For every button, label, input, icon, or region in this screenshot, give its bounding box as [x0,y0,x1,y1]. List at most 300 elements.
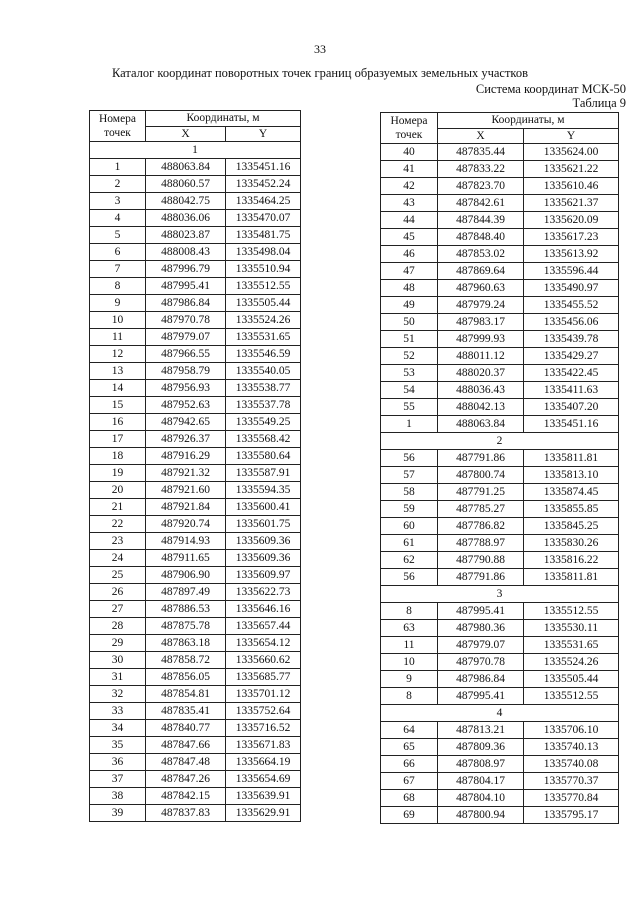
table-row [90,448,301,465]
y-coordinate-cell: 1335538.77 [226,380,301,397]
point-number-cell: 2 [90,176,146,193]
table-row [90,295,301,312]
x-coordinate-cell: 487823.70 [438,178,524,195]
x-coordinate-cell: 487804.10 [438,790,524,807]
table-row [381,161,619,178]
table-row [381,382,619,399]
table-row [381,229,619,246]
table-row [90,346,301,363]
x-coordinate-cell: 487842.15 [146,788,226,805]
y-coordinate-cell: 1335587.91 [226,465,301,482]
point-number-cell: 54 [381,382,438,399]
y-coordinate-cell: 1335594.35 [226,482,301,499]
y-coordinate-cell: 1335411.63 [524,382,619,399]
table-row [90,329,301,346]
header-x: X [146,126,226,142]
y-coordinate-cell: 1335609.97 [226,567,301,584]
table-row [381,688,619,705]
x-coordinate-cell: 487786.82 [438,518,524,535]
point-number-cell: 63 [381,620,438,637]
table-row [90,499,301,516]
table-group-row [381,586,619,603]
point-number-cell: 1 [90,159,146,176]
table-row [90,465,301,482]
y-coordinate-cell: 1335407.20 [524,399,619,416]
point-number-cell: 6 [90,244,146,261]
table-row [381,603,619,620]
x-coordinate-cell: 487897.49 [146,584,226,601]
point-number-cell: 17 [90,431,146,448]
x-coordinate-cell: 488063.84 [146,159,226,176]
x-coordinate-cell: 487842.61 [438,195,524,212]
y-coordinate-cell: 1335601.75 [226,516,301,533]
y-coordinate-cell: 1335505.44 [226,295,301,312]
table-row [381,739,619,756]
y-coordinate-cell: 1335505.44 [524,671,619,688]
point-number-cell: 16 [90,414,146,431]
y-coordinate-cell: 1335811.81 [524,450,619,467]
point-number-cell: 46 [381,246,438,263]
point-number-cell: 55 [381,399,438,416]
y-coordinate-cell: 1335657.44 [226,618,301,635]
x-coordinate-cell: 487916.29 [146,448,226,465]
table-row [90,703,301,720]
point-number-cell: 32 [90,686,146,703]
y-coordinate-cell: 1335512.55 [226,278,301,295]
y-coordinate-cell: 1335531.65 [226,329,301,346]
point-number-cell: 24 [90,550,146,567]
point-number-cell: 1 [381,416,438,433]
table-row [90,686,301,703]
x-coordinate-cell: 487926.37 [146,431,226,448]
y-coordinate-cell: 1335609.36 [226,550,301,567]
x-coordinate-cell: 487986.84 [438,671,524,688]
table-row [381,212,619,229]
table-row [90,584,301,601]
table-group-row [381,705,619,722]
y-coordinate-cell: 1335456.06 [524,314,619,331]
point-number-cell: 9 [90,295,146,312]
point-number-cell: 7 [90,261,146,278]
point-number-cell: 8 [381,688,438,705]
coordinates-table-right [380,112,619,824]
table-row [90,771,301,788]
x-coordinate-cell: 487800.74 [438,467,524,484]
x-coordinate-cell: 487853.02 [438,246,524,263]
y-coordinate-cell: 1335530.11 [524,620,619,637]
table-row [381,671,619,688]
y-coordinate-cell: 1335422.45 [524,365,619,382]
y-coordinate-cell: 1335620.09 [524,212,619,229]
header-x: X [438,128,524,144]
x-coordinate-cell: 487835.44 [438,144,524,161]
point-number-cell: 39 [90,805,146,822]
point-number-cell: 50 [381,314,438,331]
y-coordinate-cell: 1335622.73 [226,584,301,601]
x-coordinate-cell: 488011.12 [438,348,524,365]
x-coordinate-cell: 487979.24 [438,297,524,314]
x-coordinate-cell: 487920.74 [146,516,226,533]
catalog-title: Каталог координат поворотных точек границ образуемых земельных участков [111,66,529,80]
x-coordinate-cell: 487983.17 [438,314,524,331]
y-coordinate-cell: 1335452.24 [226,176,301,193]
x-coordinate-cell: 487791.25 [438,484,524,501]
page-number: 33 [314,42,326,56]
y-coordinate-cell: 1335660.62 [226,652,301,669]
x-coordinate-cell: 488060.57 [146,176,226,193]
y-coordinate-cell: 1335874.45 [524,484,619,501]
y-coordinate-cell: 1335685.77 [226,669,301,686]
x-coordinate-cell: 487911.65 [146,550,226,567]
point-number-cell: 45 [381,229,438,246]
x-coordinate-cell: 487956.93 [146,380,226,397]
table-row [381,195,619,212]
point-number-cell: 48 [381,280,438,297]
table-row [90,516,301,533]
x-coordinate-cell: 487847.66 [146,737,226,754]
table-row [381,297,619,314]
point-number-cell: 10 [90,312,146,329]
point-number-cell: 8 [381,603,438,620]
x-coordinate-cell: 487979.07 [146,329,226,346]
x-coordinate-cell: 488042.75 [146,193,226,210]
point-number-cell: 13 [90,363,146,380]
point-number-cell: 58 [381,484,438,501]
table-row [381,637,619,654]
group-number: 1 [90,142,301,159]
table-row [90,550,301,567]
coordinates-table-left [89,110,301,822]
point-number-cell: 52 [381,348,438,365]
y-coordinate-cell: 1335716.52 [226,720,301,737]
y-coordinate-cell: 1335613.92 [524,246,619,263]
y-coordinate-cell: 1335830.26 [524,535,619,552]
point-number-cell: 65 [381,739,438,756]
y-coordinate-cell: 1335600.41 [226,499,301,516]
table-row [90,788,301,805]
table-row [90,618,301,635]
point-number-cell: 5 [90,227,146,244]
point-number-cell: 38 [90,788,146,805]
point-number-cell: 37 [90,771,146,788]
table-row [90,227,301,244]
point-number-cell: 62 [381,552,438,569]
x-coordinate-cell: 487996.79 [146,261,226,278]
point-number-cell: 4 [90,210,146,227]
x-coordinate-cell: 487921.84 [146,499,226,516]
header-coordinates: Координаты, м [146,111,301,127]
x-coordinate-cell: 487847.26 [146,771,226,788]
y-coordinate-cell: 1335464.25 [226,193,301,210]
x-coordinate-cell: 487980.36 [438,620,524,637]
table-row [90,244,301,261]
x-coordinate-cell: 487921.60 [146,482,226,499]
x-coordinate-cell: 487809.36 [438,739,524,756]
x-coordinate-cell: 487833.22 [438,161,524,178]
table-row [381,654,619,671]
table-row [381,756,619,773]
point-number-cell: 40 [381,144,438,161]
table-row [381,467,619,484]
table-row [381,348,619,365]
y-coordinate-cell: 1335639.91 [226,788,301,805]
y-coordinate-cell: 1335624.00 [524,144,619,161]
point-number-cell: 14 [90,380,146,397]
point-number-cell: 9 [381,671,438,688]
table-group-row [381,433,619,450]
table-row [90,754,301,771]
x-coordinate-cell: 488036.06 [146,210,226,227]
y-coordinate-cell: 1335609.36 [226,533,301,550]
x-coordinate-cell: 487869.64 [438,263,524,280]
point-number-cell: 49 [381,297,438,314]
x-coordinate-cell: 487886.53 [146,601,226,618]
x-coordinate-cell: 488008.43 [146,244,226,261]
y-coordinate-cell: 1335531.65 [524,637,619,654]
point-number-cell: 10 [381,654,438,671]
x-coordinate-cell: 487970.78 [438,654,524,671]
point-number-cell: 27 [90,601,146,618]
point-number-cell: 59 [381,501,438,518]
table-row [381,450,619,467]
x-coordinate-cell: 487958.79 [146,363,226,380]
y-coordinate-cell: 1335770.84 [524,790,619,807]
table-row [381,569,619,586]
table-row [90,669,301,686]
y-coordinate-cell: 1335813.10 [524,467,619,484]
y-coordinate-cell: 1335481.75 [226,227,301,244]
y-coordinate-cell: 1335845.25 [524,518,619,535]
point-number-cell: 44 [381,212,438,229]
point-number-cell: 22 [90,516,146,533]
point-number-cell: 23 [90,533,146,550]
y-coordinate-cell: 1335470.07 [226,210,301,227]
x-coordinate-cell: 487791.86 [438,569,524,586]
table-row [90,533,301,550]
y-coordinate-cell: 1335490.97 [524,280,619,297]
x-coordinate-cell: 488036.43 [438,382,524,399]
x-coordinate-cell: 487856.05 [146,669,226,686]
y-coordinate-cell: 1335524.26 [524,654,619,671]
x-coordinate-cell: 487835.41 [146,703,226,720]
point-number-cell: 18 [90,448,146,465]
y-coordinate-cell: 1335439.78 [524,331,619,348]
table-row [381,331,619,348]
group-number: 4 [381,705,619,722]
table-row [381,620,619,637]
x-coordinate-cell: 487952.63 [146,397,226,414]
table-row [90,431,301,448]
x-coordinate-cell: 487966.55 [146,346,226,363]
table-row [381,807,619,824]
x-coordinate-cell: 487979.07 [438,637,524,654]
x-coordinate-cell: 487840.77 [146,720,226,737]
point-number-cell: 15 [90,397,146,414]
table-row [381,280,619,297]
table-row [381,399,619,416]
point-number-cell: 35 [90,737,146,754]
point-number-cell: 47 [381,263,438,280]
table-row [381,773,619,790]
table-row [381,552,619,569]
x-coordinate-cell: 487875.78 [146,618,226,635]
point-number-cell: 21 [90,499,146,516]
group-number: 3 [381,586,619,603]
header-y: Y [524,128,619,144]
table-row [90,805,301,822]
y-coordinate-cell: 1335740.08 [524,756,619,773]
x-coordinate-cell: 487837.83 [146,805,226,822]
x-coordinate-cell: 487942.65 [146,414,226,431]
table-row [381,501,619,518]
y-coordinate-cell: 1335549.25 [226,414,301,431]
table-row [90,363,301,380]
point-number-cell: 61 [381,535,438,552]
y-coordinate-cell: 1335664.19 [226,754,301,771]
y-coordinate-cell: 1335451.16 [226,159,301,176]
point-number-cell: 53 [381,365,438,382]
point-number-cell: 31 [90,669,146,686]
point-number-cell: 11 [381,637,438,654]
table-row [90,720,301,737]
x-coordinate-cell: 487788.97 [438,535,524,552]
table-row [381,144,619,161]
y-coordinate-cell: 1335540.05 [226,363,301,380]
x-coordinate-cell: 487914.93 [146,533,226,550]
y-coordinate-cell: 1335610.46 [524,178,619,195]
point-number-cell: 68 [381,790,438,807]
x-coordinate-cell: 487804.17 [438,773,524,790]
point-number-cell: 8 [90,278,146,295]
table-row [90,210,301,227]
table-row [90,312,301,329]
table-row [90,159,301,176]
point-number-cell: 29 [90,635,146,652]
left-table-body [90,142,301,822]
header-point-number [90,111,146,142]
y-coordinate-cell: 1335455.52 [524,297,619,314]
y-coordinate-cell: 1335770.37 [524,773,619,790]
point-number-cell: 36 [90,754,146,771]
y-coordinate-cell: 1335596.44 [524,263,619,280]
x-coordinate-cell: 488020.37 [438,365,524,382]
point-number-cell: 43 [381,195,438,212]
point-number-cell: 60 [381,518,438,535]
table-row [90,601,301,618]
table-row [381,246,619,263]
table-row [90,278,301,295]
y-coordinate-cell: 1335855.85 [524,501,619,518]
y-coordinate-cell: 1335580.64 [226,448,301,465]
table-row [381,790,619,807]
point-number-cell: 28 [90,618,146,635]
y-coordinate-cell: 1335512.55 [524,603,619,620]
table-row [90,397,301,414]
table-row [381,314,619,331]
y-coordinate-cell: 1335510.94 [226,261,301,278]
point-number-cell: 12 [90,346,146,363]
x-coordinate-cell: 487847.48 [146,754,226,771]
y-coordinate-cell: 1335654.12 [226,635,301,652]
x-coordinate-cell: 487790.88 [438,552,524,569]
y-coordinate-cell: 1335654.69 [226,771,301,788]
table-row [381,416,619,433]
x-coordinate-cell: 488042.13 [438,399,524,416]
table-row [381,178,619,195]
y-coordinate-cell: 1335451.16 [524,416,619,433]
table-row [381,484,619,501]
x-coordinate-cell: 487921.32 [146,465,226,482]
table-row [90,414,301,431]
header-coordinates: Координаты, м [438,113,619,129]
y-coordinate-cell: 1335429.27 [524,348,619,365]
y-coordinate-cell: 1335752.64 [226,703,301,720]
x-coordinate-cell: 487999.93 [438,331,524,348]
table-row [90,176,301,193]
coordinate-system: Система координат МСК-50 [475,82,626,96]
y-coordinate-cell: 1335621.37 [524,195,619,212]
point-number-cell: 41 [381,161,438,178]
y-coordinate-cell: 1335524.26 [226,312,301,329]
x-coordinate-cell: 487960.63 [438,280,524,297]
point-number-cell: 19 [90,465,146,482]
x-coordinate-cell: 487844.39 [438,212,524,229]
y-coordinate-cell: 1335537.78 [226,397,301,414]
x-coordinate-cell: 488023.87 [146,227,226,244]
x-coordinate-cell: 487785.27 [438,501,524,518]
point-number-cell: 51 [381,331,438,348]
right-table-body [381,144,619,824]
y-coordinate-cell: 1335671.83 [226,737,301,754]
x-coordinate-cell: 487858.72 [146,652,226,669]
table-row [90,482,301,499]
table-row [90,261,301,278]
table-row [381,365,619,382]
x-coordinate-cell: 487800.94 [438,807,524,824]
point-number-cell: 11 [90,329,146,346]
y-coordinate-cell: 1335498.04 [226,244,301,261]
table-row [90,193,301,210]
table-row [90,652,301,669]
table-label: Таблица 9 [572,96,626,110]
point-number-cell: 34 [90,720,146,737]
point-number-cell: 56 [381,450,438,467]
table-row [381,722,619,739]
y-coordinate-cell: 1335621.22 [524,161,619,178]
point-number-cell: 3 [90,193,146,210]
x-coordinate-cell: 487808.97 [438,756,524,773]
header-point-number-label: Номера точек [390,115,428,141]
y-coordinate-cell: 1335701.12 [226,686,301,703]
group-number: 2 [381,433,619,450]
point-number-cell: 67 [381,773,438,790]
y-coordinate-cell: 1335816.22 [524,552,619,569]
table-row [381,263,619,280]
y-coordinate-cell: 1335568.42 [226,431,301,448]
point-number-cell: 20 [90,482,146,499]
x-coordinate-cell: 487995.41 [438,603,524,620]
y-coordinate-cell: 1335740.13 [524,739,619,756]
point-number-cell: 66 [381,756,438,773]
y-coordinate-cell: 1335512.55 [524,688,619,705]
header-y: Y [226,126,301,142]
x-coordinate-cell: 487986.84 [146,295,226,312]
point-number-cell: 64 [381,722,438,739]
header-point-number [381,113,438,144]
y-coordinate-cell: 1335795.17 [524,807,619,824]
table-group-row [90,142,301,159]
point-number-cell: 57 [381,467,438,484]
